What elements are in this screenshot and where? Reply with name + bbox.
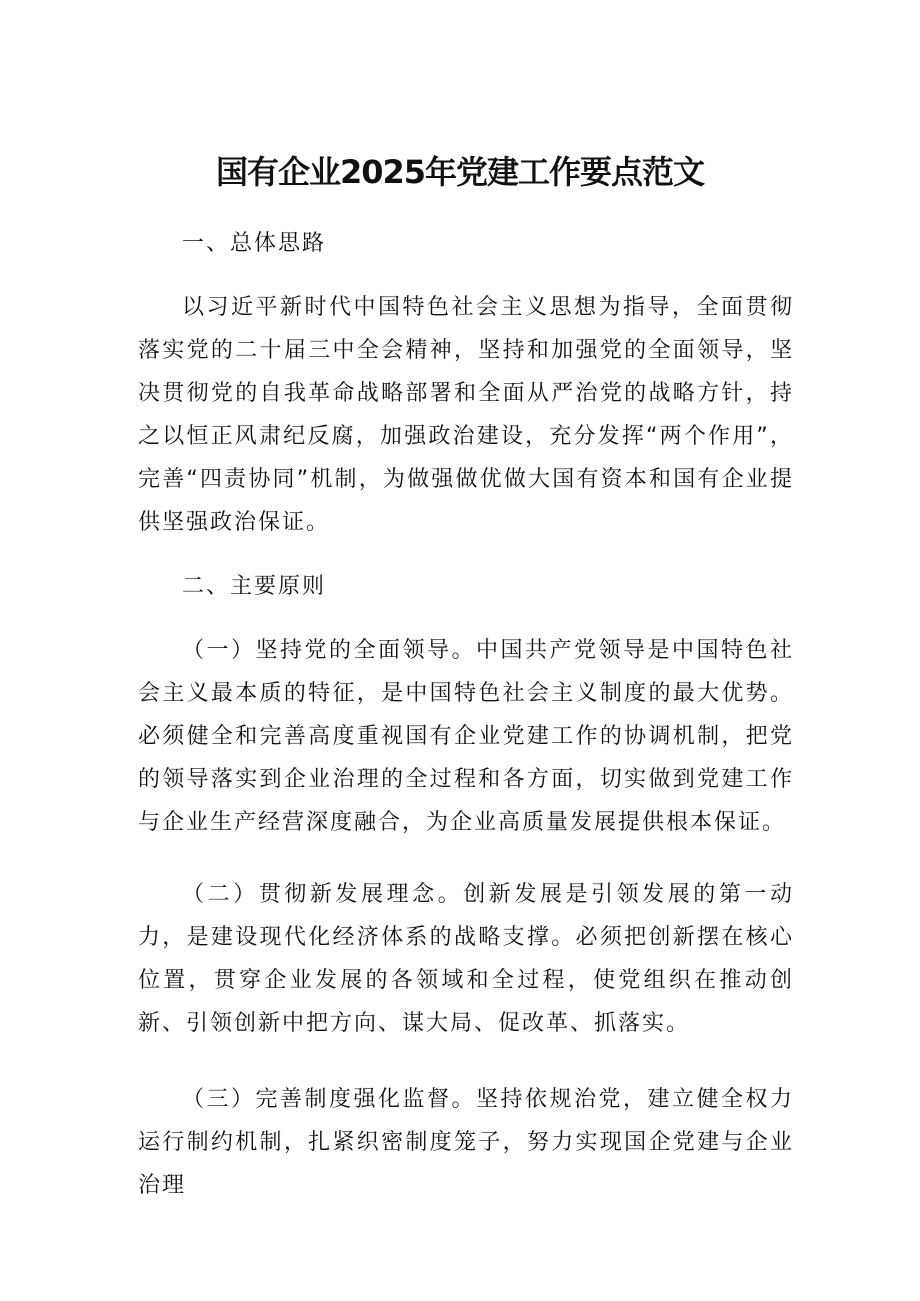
paragraph-principle-2: （二）贯彻新发展理念。创新发展是引领发展的第一动力，是建设现代化经济体系的战略支撑。必须把创新摆在核心位置，贯穿企业发展的各领域和全过程，使党组织在推动创新、引领创新中把方向、谋大局、促改革、抓落实。 <box>138 882 794 1036</box>
section-heading-1: 一、总体思路 <box>182 231 327 256</box>
spacer <box>138 1045 794 1078</box>
spacer <box>138 608 794 629</box>
section-heading-2: 二、主要原则 <box>182 574 327 599</box>
spacer <box>138 844 794 873</box>
paragraph-overall-approach: 以习近平新时代中国特色社会主义思想为指导，全面贯彻落实党的二十届三中全会精神，坚持和加强党的全面领导，坚决贯彻党的自我革命战略部署和全面从严治党的战略方针，持之以恒正风肃纪反腐，加强政治建设，充分发挥“两个作用”，完善“四责协同”机制，为做强做优做大国有资本和国有企业提供坚强政治保证。 <box>138 295 794 535</box>
spacer <box>138 544 794 565</box>
spacer <box>138 265 794 286</box>
paragraph-principle-3: （三）完善制度强化监督。坚持依规治党，建立健全权力运行制约机制，扎紧织密制度笼子，努力实现国企党建与企业治理 <box>138 1087 794 1198</box>
document-title: 国有企业2025年党建工作要点范文 <box>215 153 705 191</box>
document-body <box>138 222 794 1207</box>
paragraph-principle-1: （一）坚持党的全面领导。中国共产党领导是中国特色社会主义最本质的特征，是中国特色社会主义制度的最大优势。必须健全和完善高度重视国有企业党建工作的协调机制，把党的领导落实到企业治理的全过程和各方面，切实做到党建工作与企业生产经营深度融合，为企业高质量发展提供根本保证。 <box>138 638 794 835</box>
